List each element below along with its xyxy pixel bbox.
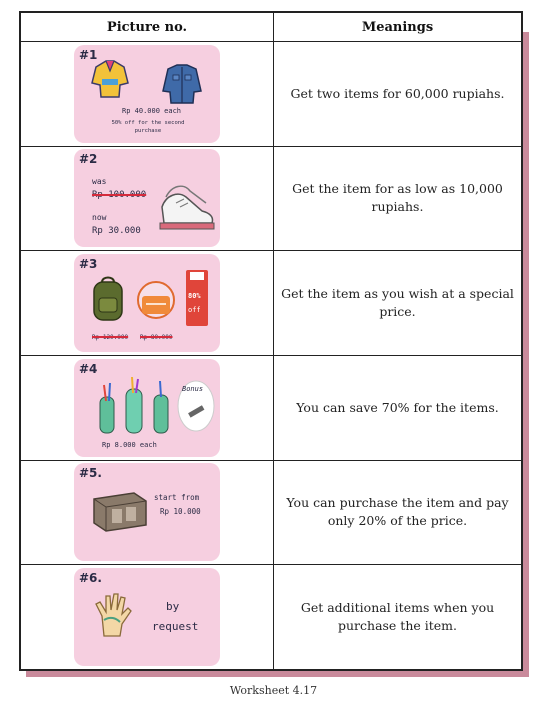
table-row [21,251,522,356]
offer-label: 50% off for the second purchase [111,119,185,134]
worksheet-table-frame [19,11,523,671]
discount-label: 80% [188,292,201,301]
meaning-cell: Get additional items when you purchase the item. [274,565,522,670]
header-row [21,13,522,42]
backpack-price-label: Rp 120.000 [92,334,129,342]
worksheet-table [20,12,522,670]
backpack-icon [88,274,128,324]
picture-number: #2 [79,152,98,167]
meaning-cell: Get the item as you wish at a special price. [274,251,522,356]
meaning-cell: You can purchase the item and pay only 20% of the price. [274,460,522,565]
desk-organizer-icon [90,487,150,533]
header-picture-no: Picture no. [21,13,274,42]
picture-6 [74,568,220,666]
table-row [21,42,522,147]
picture-cell [21,42,274,147]
new-price-label: Rp 30.000 [92,226,141,237]
table-row [21,565,522,670]
meaning-cell: Get two items for 60,000 rupiahs. [274,42,522,147]
table-row [21,460,522,565]
picture-number: #6. [79,571,102,586]
bonus-label: Bonus [182,384,204,393]
picture-number: #1 [79,47,98,62]
pencil-cases-icon [96,375,176,437]
table-row [21,146,522,251]
table-row [21,355,522,460]
header-meanings: Meanings [274,13,522,42]
by-label: by [166,600,180,614]
picture-cell [21,565,274,670]
picture-2 [74,149,220,247]
start-from-label: start from [154,493,200,503]
picture-number: #5. [79,466,102,481]
picture-4 [74,359,220,457]
off-label: off [188,306,201,315]
sneakers-icon [156,177,218,239]
price-label: Rp 10.000 [160,507,201,517]
denim-jacket-icon [160,61,204,105]
meaning-cell: You can save 70% for the items. [274,355,522,460]
bag-price-label: Rp 80.000 [140,334,173,342]
picture-1 [74,45,220,143]
picture-number: #3 [79,257,98,272]
picture-5 [74,463,220,561]
now-label: now [92,213,107,223]
was-label: was [92,177,107,187]
bag-icon [134,272,178,324]
price-each-label: Rp 8.000 each [102,440,157,449]
meaning-cell: Get the item for as low as 10,000 rupiahs. [274,146,522,251]
old-price-label: Rp 100.000 [92,190,147,201]
picture-cell [21,355,274,460]
gloves-icon [90,590,138,640]
worksheet-caption: Worksheet 4.17 [229,684,318,697]
sweater-icon [88,57,132,101]
price-label: Rp 40.000 each [122,106,182,115]
picture-3 [74,254,220,352]
request-label: request [152,620,199,634]
picture-number: #4 [79,361,98,376]
picture-cell [21,251,274,356]
picture-cell [21,460,274,565]
picture-cell [21,146,274,251]
